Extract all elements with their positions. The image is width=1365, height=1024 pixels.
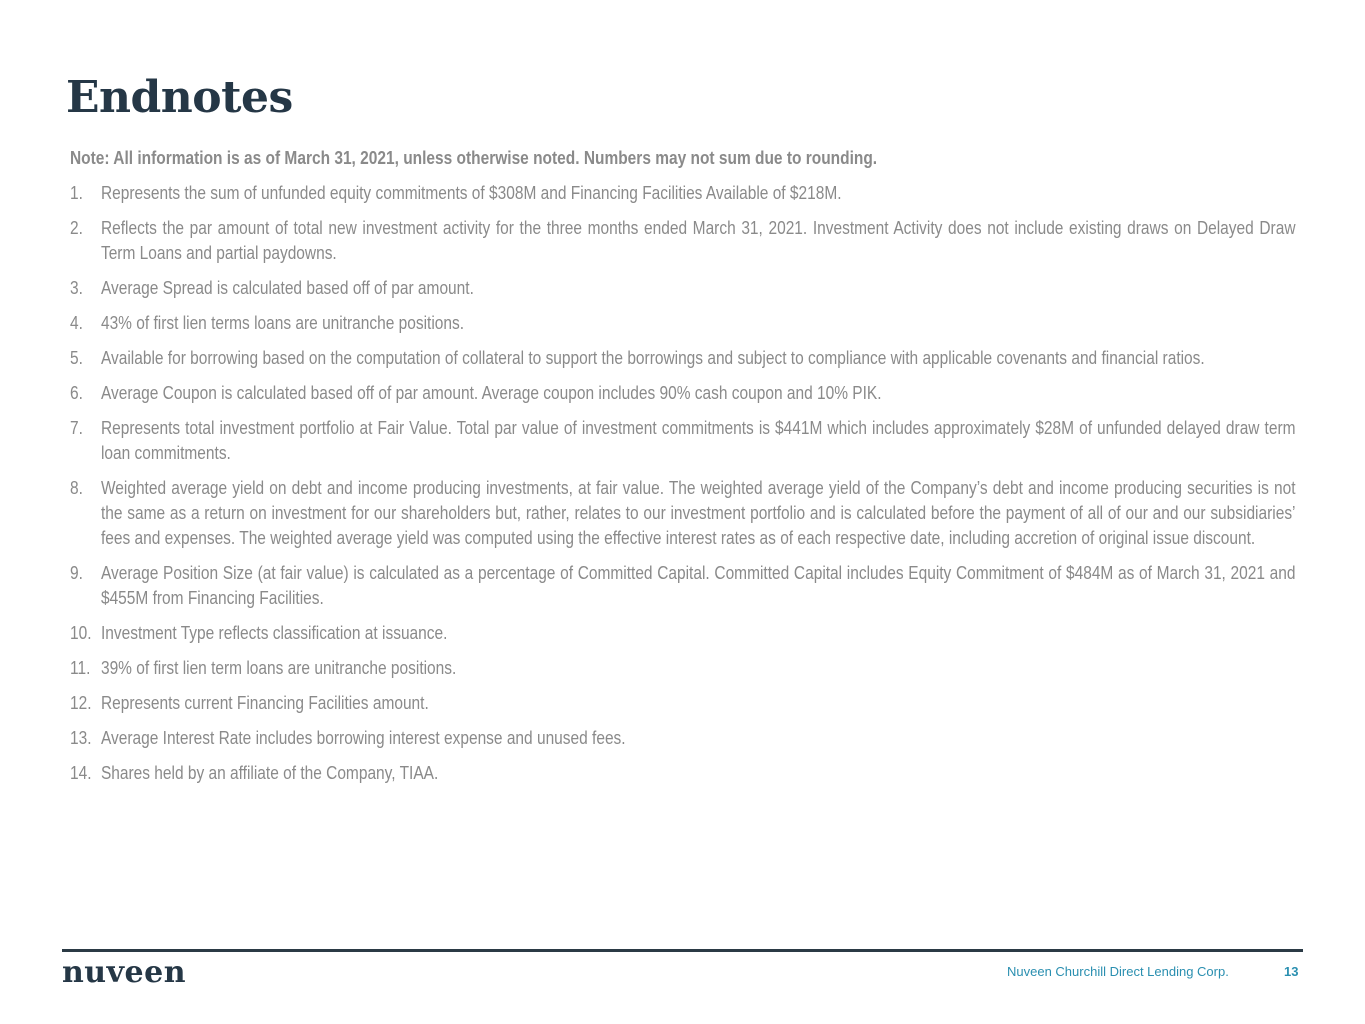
endnote-item bbox=[70, 656, 1296, 681]
endnote-number: 13. bbox=[70, 728, 92, 748]
endnote-item bbox=[70, 561, 1296, 611]
endnote-item bbox=[70, 761, 1296, 786]
endnote-number: 11. bbox=[70, 658, 91, 678]
endnote-item bbox=[70, 726, 1296, 751]
endnote-text: Investment Type reflects classification at issuance. bbox=[100, 623, 448, 643]
endnote-item bbox=[70, 691, 1296, 716]
page-title: Endnotes bbox=[66, 72, 293, 123]
endnote-text: Average Interest Rate includes borrowing interest expense and unused fees. bbox=[100, 728, 626, 748]
general-note: Note: All information is as of March 31, 2021, unless otherwise noted. Numbers may not sum due to rounding. bbox=[70, 148, 878, 168]
endnote-text: Represents total investment portfolio at Fair Value. Total par value of investment commitments is $441M which includes approximately $28M of unfunded delayed draw term loan commitments. bbox=[100, 418, 1296, 463]
endnote-text: Represents current Financing Facilities amount. bbox=[100, 693, 429, 713]
endnote-item bbox=[70, 346, 1296, 371]
endnote-number: 3. bbox=[70, 278, 83, 298]
endnotes-body bbox=[70, 146, 1296, 786]
endnote-item bbox=[70, 311, 1296, 336]
endnote-text: Represents the sum of unfunded equity commitments of $308M and Financing Facilities Available of $218M. bbox=[100, 183, 842, 203]
page-number: 13 bbox=[1284, 964, 1299, 979]
endnote-text: Average Position Size (at fair value) is calculated as a percentage of Committed Capital. Committed Capital includes Equity Commitment of $484M as of March 31, 2021 and $455M from Financing Facilities. bbox=[100, 563, 1296, 608]
endnote-number: 8. bbox=[70, 478, 83, 498]
endnote-text: 39% of first lien term loans are unitranche positions. bbox=[100, 658, 457, 678]
endnote-text: Reflects the par amount of total new investment activity for the three months ended March 31, 2021. Investment Activity does not include existing draws on Delayed Draw Term Loans and partial paydowns. bbox=[100, 218, 1296, 263]
endnote-text: Average Spread is calculated based off of par amount. bbox=[100, 278, 474, 298]
endnote-text: Average Coupon is calculated based off of par amount. Average coupon includes 90% cash coupon and 10% PIK. bbox=[100, 383, 882, 403]
endnote-item bbox=[70, 416, 1296, 466]
endnote-number: 10. bbox=[70, 623, 92, 643]
endnote-number: 12. bbox=[70, 693, 92, 713]
nuveen-logo: nuveen bbox=[62, 955, 187, 990]
endnote-item bbox=[70, 381, 1296, 406]
endnote-text: Available for borrowing based on the computation of collateral to support the borrowings and subject to compliance with applicable covenants and financial ratios. bbox=[100, 348, 1205, 368]
endnotes-section bbox=[70, 146, 1296, 796]
endnote-item bbox=[70, 216, 1296, 266]
endnote-number: 4. bbox=[70, 313, 83, 333]
endnote-number: 7. bbox=[70, 418, 83, 438]
endnote-number: 2. bbox=[70, 218, 83, 238]
endnote-number: 1. bbox=[70, 183, 83, 203]
endnote-text: Weighted average yield on debt and income producing investments, at fair value. The weighted average yield of the Company’s debt and income producing securities is not the same as a return on investment for our shareholders but, rather, relates to our investment portfolio and is calculated before the payment of all of our and our subsidiaries’ fees and expenses. The weighted average yield was computed using the effective interest rates as of each respective date, including accretion of original issue discount. bbox=[100, 478, 1296, 548]
endnote-text: 43% of first lien terms loans are unitranche positions. bbox=[100, 313, 465, 333]
endnote-item bbox=[70, 621, 1296, 646]
endnote-number: 9. bbox=[70, 563, 83, 583]
footer-company-name: Nuveen Churchill Direct Lending Corp. bbox=[1007, 964, 1229, 979]
endnote-number: 5. bbox=[70, 348, 83, 368]
endnote-text: Shares held by an affiliate of the Company, TIAA. bbox=[100, 763, 439, 783]
endnote-number: 14. bbox=[70, 763, 92, 783]
endnote-item bbox=[70, 476, 1296, 551]
endnote-number: 6. bbox=[70, 383, 83, 403]
endnote-item bbox=[70, 181, 1296, 206]
footer-divider bbox=[62, 949, 1303, 952]
endnote-item bbox=[70, 276, 1296, 301]
